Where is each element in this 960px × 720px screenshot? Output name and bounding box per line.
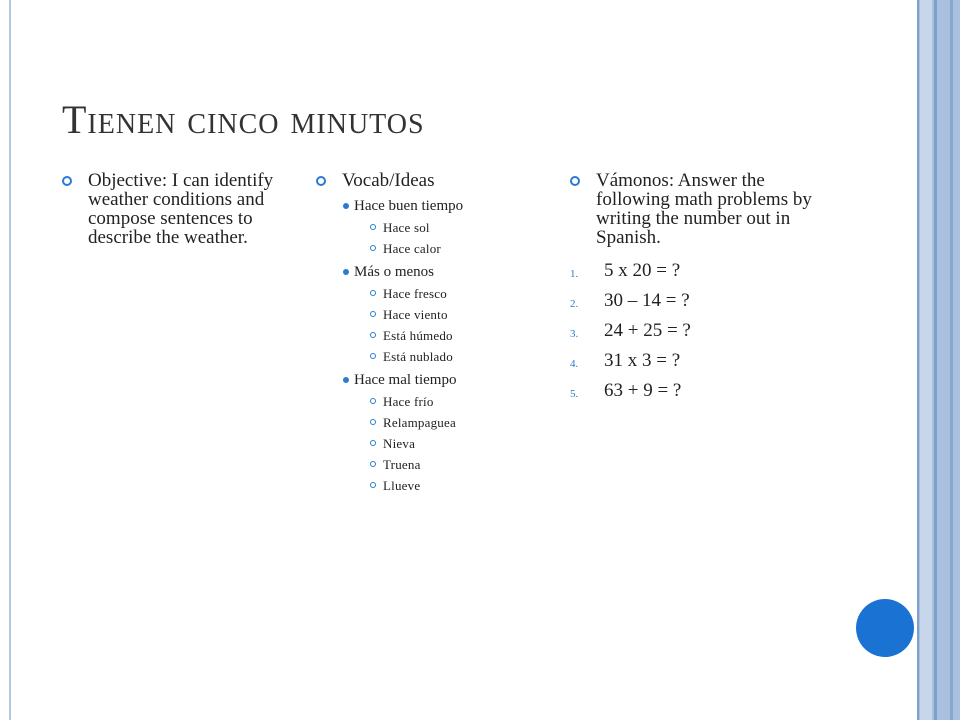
frame-right-line <box>934 0 937 720</box>
ring-bullet-icon <box>370 311 376 317</box>
ring-bullet-icon <box>370 482 376 488</box>
problem-number: 1. <box>570 268 579 280</box>
vocab-column <box>316 171 556 493</box>
vocab-item <box>316 328 556 343</box>
ring-bullet-icon <box>370 461 376 467</box>
math-problem-list <box>570 261 820 400</box>
vocab-item-label: Hace frío <box>383 394 434 409</box>
vocab-item-label: Hace fresco <box>383 286 447 301</box>
dot-bullet-icon <box>343 203 349 209</box>
math-problem <box>570 291 820 310</box>
ring-bullet-icon <box>370 398 376 404</box>
vocab-item <box>316 478 556 493</box>
ring-bullet-icon <box>370 419 376 425</box>
ring-bullet-icon <box>62 176 72 186</box>
math-problem <box>570 381 820 400</box>
frame-right-line <box>950 0 953 720</box>
math-problem <box>570 321 820 340</box>
problem-number: 2. <box>570 298 579 310</box>
vocab-item-label: Hace viento <box>383 307 448 322</box>
objective-item <box>62 171 312 247</box>
ring-bullet-icon <box>370 440 376 446</box>
vocab-item-label: Relampaguea <box>383 415 456 430</box>
vocab-group <box>316 198 556 214</box>
vocab-item-label: Está húmedo <box>383 328 453 343</box>
vamonos-text: Vámonos: Answer the following math problems by writing the number out in Spanish. <box>596 170 812 248</box>
ring-bullet-icon <box>370 332 376 338</box>
vocab-item <box>316 286 556 301</box>
vocab-item <box>316 394 556 409</box>
vocab-heading-item <box>316 171 556 190</box>
vocab-item-label: Hace calor <box>383 241 441 256</box>
vocab-heading: Vocab/Ideas <box>342 170 435 191</box>
ring-bullet-icon <box>370 290 376 296</box>
vocab-group-label: Más o menos <box>354 264 434 280</box>
frame-left-border <box>9 0 11 720</box>
problem-text: 63 + 9 = ? <box>604 380 682 401</box>
vamonos-column <box>570 171 820 400</box>
vamonos-item <box>570 171 820 247</box>
dot-bullet-icon <box>343 269 349 275</box>
vocab-item <box>316 457 556 472</box>
vocab-item-label: Llueve <box>383 478 421 493</box>
vocab-item-label: Hace sol <box>383 220 430 235</box>
vocab-item <box>316 241 556 256</box>
problem-number: 5. <box>570 388 579 400</box>
problem-number: 4. <box>570 358 579 370</box>
ring-bullet-icon <box>370 245 376 251</box>
vocab-list <box>316 198 556 493</box>
ring-bullet-icon <box>570 176 580 186</box>
frame-right-line <box>917 0 919 720</box>
vocab-item-label: Truena <box>383 457 421 472</box>
problem-text: 30 – 14 = ? <box>604 290 690 311</box>
dot-bullet-icon <box>343 377 349 383</box>
vocab-item <box>316 307 556 322</box>
problem-text: 31 x 3 = ? <box>604 350 681 371</box>
vocab-item-label: Nieva <box>383 436 416 451</box>
problem-text: 5 x 20 = ? <box>604 260 681 281</box>
vocab-item <box>316 349 556 364</box>
math-problem <box>570 351 820 370</box>
ring-bullet-icon <box>316 176 326 186</box>
problem-number: 3. <box>570 328 579 340</box>
vocab-item <box>316 415 556 430</box>
vocab-item <box>316 220 556 235</box>
problem-text: 24 + 25 = ? <box>604 320 691 341</box>
slide-title: Tienen cinco minutos <box>62 97 425 142</box>
math-problem <box>570 261 820 280</box>
vocab-item-label: Está nublado <box>383 349 453 364</box>
vocab-group <box>316 264 556 280</box>
vocab-item <box>316 436 556 451</box>
vocab-group <box>316 372 556 388</box>
ring-bullet-icon <box>370 353 376 359</box>
objective-column <box>62 171 312 247</box>
frame-right-highlight <box>920 0 932 720</box>
ring-bullet-icon <box>370 224 376 230</box>
vocab-group-label: Hace mal tiempo <box>354 372 457 388</box>
vocab-group-label: Hace buen tiempo <box>354 198 464 214</box>
objective-text: Objective: I can identify weather conditions and compose sentences to describe the weather. <box>88 170 274 248</box>
accent-circle <box>856 599 914 657</box>
